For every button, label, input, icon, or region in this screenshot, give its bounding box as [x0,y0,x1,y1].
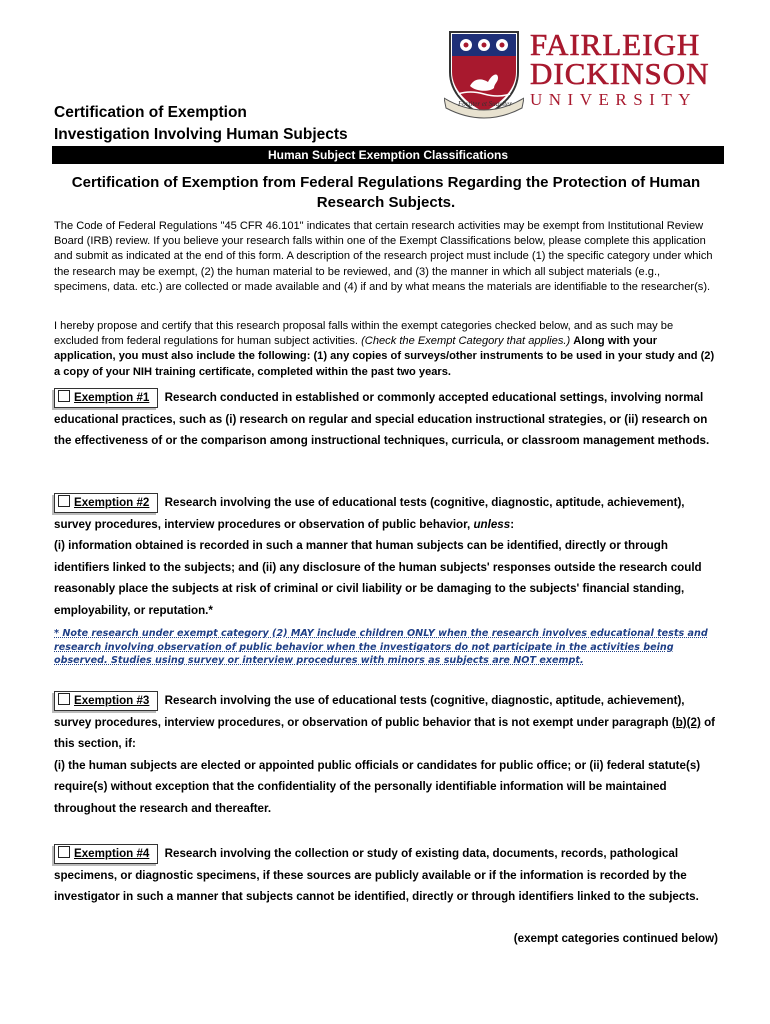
exemption-2-label: Exemption #2 [74,495,150,509]
exemption-1-text: Research conducted in established or commonly accepted educational settings, involving normal educational practices, such as (i) research on regular and special education instructional strategies, or (ii) research on the effectiveness of or the comparison among instructional techniques, curricula, or classroom management methods. [54,391,710,447]
page-heading: Certification of Exemption from Federal Regulations Regarding the Protection of Human Research Subjects. [71,174,701,211]
checkbox-icon[interactable] [58,495,70,507]
exemption-4-text: Research involving the collection or study of existing data, documents, records, pathological specimens, or diagnostic specimens, if these sources are publicly available or if the information is recorded by the investigator in such a manner that subjects cannot be identified, directly or through identifiers linked to the subjects. [54,847,699,903]
certify-instruction: (Check the Exempt Category that applies.) [361,335,571,348]
logo-line-2: DICKINSON [530,56,710,91]
exemption-4-checkbox[interactable] [54,844,158,864]
exemption-1-label: Exemption #1 [74,390,150,404]
logo-motto: Fortiter et Suaviter [457,100,513,108]
exemption-1 [54,387,718,452]
exemption-3-text: Research involving the use of educational tests (cognitive, diagnostic, aptitude, achievement), survey procedures, interview procedures, or observation of public behavior that is not exempt under paragraph [54,694,685,729]
exemption-3-checkbox[interactable] [54,691,158,711]
continued-note: (exempt categories continued below) [513,932,718,945]
exemption-2-checkbox[interactable] [54,493,158,513]
logo-line-3: UNIVERSITY [530,90,697,109]
exemption-3-label: Exemption #3 [74,693,150,707]
exemption-4 [54,843,718,908]
logo-line-1: FAIRLEIGH [530,27,701,62]
exemption-note [54,627,718,668]
note-text: * Note research under exempt category (2) MAY include children ONLY when the research involves educational tests and research involving observation of public behavior when the investigators do not participate in the activities being observed. Studies using survey or interview procedures with minors as subjects are NOT exempt. [54,628,708,667]
exemption-4-label: Exemption #4 [74,846,150,860]
certify-requirements: Along with your application, you must also include the following: (1) any copies of surveys/other instruments to be used in your study and (2) a copy of your NIH training certificate, completed within the past two years. [54,335,715,378]
checkbox-icon[interactable] [58,846,70,858]
university-logo [444,28,734,120]
certify-paragraph [54,319,718,380]
exemption-3-text-end: of this section, if: [54,715,716,750]
intro-paragraph: The Code of Federal Regulations "45 CFR 46.101" indicates that certain research activities may be exempt from Institutional Review Board (IRB) review. If you believe your research falls within one of the Exempt Classifications below, please complete this application and submit as indicated at the end of this form. A description of the research project must include (1) the specific category under which the research may be exempt, (2) the human material to be reviewed, and (3) the manner in which all subject materials (e.g., specimens, data. etc.) are collected or made available and (4) if and by what means the materials are identifiable to the researcher(s). [54,220,713,293]
checkbox-icon[interactable] [58,390,70,402]
exemption-2-unless: unless [473,517,511,531]
logo-wordmark [530,27,734,110]
form-title [54,102,348,146]
exemption-3-conditions: (i) the human subjects are elected or appointed public officials or candidates for public office; or (ii) federal statute(s) require(s) without exception that the confidentiality of the personally identifiable information will be maintained throughout the research and thereafter. [54,758,701,815]
certify-text: I hereby propose and certify that this research proposal falls within the exempt categories checked below, and as such may be excluded from federal regulations for human subject activities. [54,320,674,348]
exemption-2-text: Research involving the use of educational tests (cognitive, diagnostic, aptitude, achievement), survey procedures, interview procedures or observation of public behavior, [54,496,685,531]
checkbox-icon[interactable] [58,693,70,705]
section-band: Human Subject Exemption Classifications [52,146,724,164]
exemption-1-checkbox[interactable] [54,388,158,408]
exemption-2: Exemption #2 Research involving the use of educational tests (cognitive, diagnostic, aptitude, achievement), survey procedures, interview procedures or observation of public behavior, unless: (i) information obtained is recorded in such a manner that human subjects can be identified, directly or through identifiers linked to the subjects; and (ii) any disclosure of the human subjects' responses outside the research could reasonably place the subjects at risk of criminal or civil liability or be damaging to the subjects' financial standing, employability, or reputation.* [54,492,718,621]
form-title-line-1: Certification of Exemption [54,104,247,121]
exemption-3-reference: (b)(2) [671,715,701,729]
exemption-2-conditions: (i) information obtained is recorded in such a manner that human subjects can be identified, directly or through identifiers linked to the subjects; and (ii) any disclosure of the human subjects' responses outside the research could reasonably place the subjects at risk of criminal or civil liability or be damaging to the subjects' financial standing, employability, or reputation.* [54,539,702,617]
form-title-line-2: Investigation Involving Human Subjects [54,126,348,143]
exemption-3 [54,690,718,819]
